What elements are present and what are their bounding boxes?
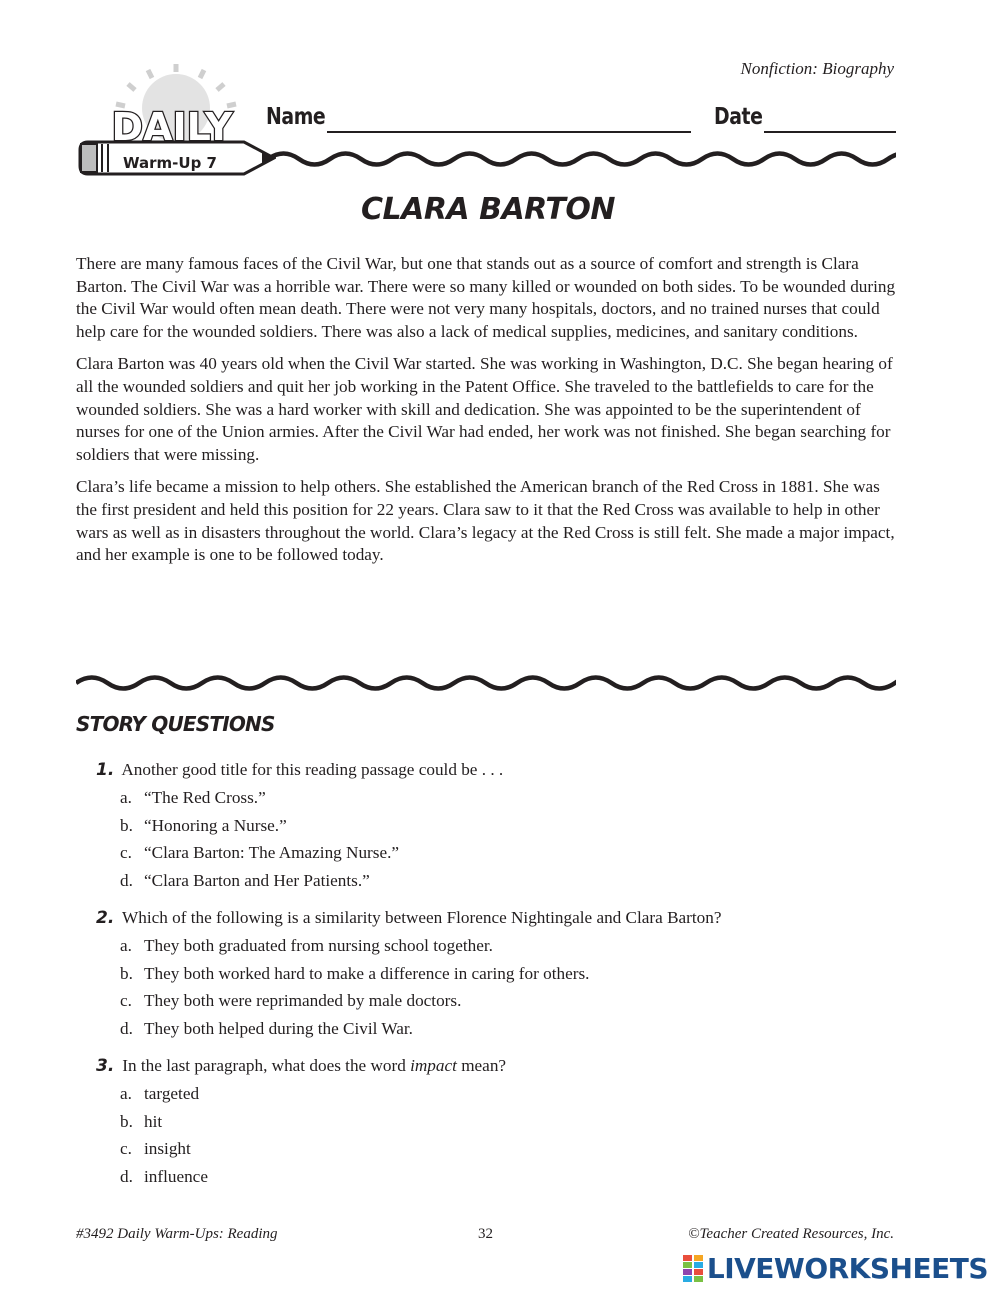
page-number: 32 bbox=[478, 1226, 493, 1242]
answer-option[interactable]: a. They both graduated from nursing school together. bbox=[120, 936, 493, 955]
liveworksheets-logo[interactable] bbox=[683, 1252, 988, 1285]
answer-option[interactable]: b. “Honoring a Nurse.” bbox=[120, 816, 287, 835]
question-stem: Another good title for this reading passage could be . . . bbox=[121, 760, 504, 779]
liveworksheets-icon bbox=[683, 1255, 703, 1283]
question-stem: In the last paragraph, what does the word impact mean? bbox=[122, 1056, 507, 1075]
question-2 bbox=[96, 908, 896, 1038]
logo-subtitle: Warm-Up 7 bbox=[123, 154, 217, 172]
daily-warmup-logo bbox=[76, 64, 276, 190]
passage-paragraph: There are many famous faces of the Civil War, but one that stands out as a source of comfort and strength is Clara Barton. The Civil War was a horrible war. There were so many killed or wounded on both sides. To be wounded during the Civil War would often mean death. There were not very many hospitals, doctors, and no trained nurses that could help care for the wounded soldiers. There was also a lack of medical supplies, medicines, and sanitary conditions. bbox=[76, 254, 896, 341]
question-number: 3. bbox=[96, 1056, 115, 1076]
logo-word: DAILY bbox=[111, 105, 233, 149]
footer-book-title: #3492 Daily Warm-Ups: Reading bbox=[76, 1226, 278, 1242]
wavy-divider-top bbox=[268, 146, 896, 172]
footer-copyright: ©Teacher Created Resources, Inc. bbox=[688, 1226, 894, 1242]
answer-option[interactable]: b. hit bbox=[120, 1112, 163, 1131]
question-3 bbox=[96, 1056, 896, 1186]
answer-option[interactable]: c. “Clara Barton: The Amazing Nurse.” bbox=[120, 843, 400, 862]
question-number: 2. bbox=[96, 908, 115, 928]
story-questions-heading: STORY QUESTIONS bbox=[76, 712, 275, 736]
question-number: 1. bbox=[96, 760, 115, 780]
answer-option[interactable]: d. influence bbox=[120, 1167, 208, 1186]
question-stem: Which of the following is a similarity between Florence Nightingale and Clara Barton? bbox=[122, 908, 722, 927]
answer-option[interactable]: a. “The Red Cross.” bbox=[120, 788, 266, 807]
reading-passage bbox=[76, 253, 898, 577]
passage-title: CLARA BARTON bbox=[360, 192, 616, 227]
wavy-divider-middle bbox=[76, 670, 896, 696]
name-label: Name bbox=[266, 104, 326, 130]
name-field[interactable] bbox=[327, 131, 691, 133]
answer-option[interactable]: b. They both worked hard to make a difference in caring for others. bbox=[120, 964, 590, 983]
passage-paragraph: Clara’s life became a mission to help others. She established the American branch of the Red Cross in 1881. She was the first president and held this position for 22 years. Clara saw to it that the Red Cross was available to help in other wars as well as in disasters throughout the world. Clara’s legacy at the Red Cross is still felt. She made a major impact, and her example is one to be followed today. bbox=[76, 477, 895, 565]
answer-option[interactable]: c. insight bbox=[120, 1139, 191, 1158]
date-field[interactable] bbox=[764, 131, 896, 133]
brand-text: LIVEWORKSHEETS bbox=[706, 1252, 988, 1285]
answer-option[interactable]: d. They both helped during the Civil War. bbox=[120, 1019, 413, 1038]
genre-label: Nonfiction: Biography bbox=[740, 59, 894, 78]
answer-option[interactable]: d. “Clara Barton and Her Patients.” bbox=[120, 871, 370, 890]
answer-option[interactable]: a. targeted bbox=[120, 1084, 200, 1103]
date-label: Date bbox=[714, 104, 763, 130]
passage-paragraph: Clara Barton was 40 years old when the Civil War started. She was working in Washington, D.C. She began hearing of all the wounded soldiers and quit her job working in the Patent Office. She traveled to the battlefields to care for the wounded soldiers. She was a hard worker with skill and dedication. She was appointed to be the superintendent of nurses for one of the Union armies. After the Civil War had ended, her work was not finished. She began searching for soldiers that were missing. bbox=[76, 354, 893, 464]
question-1 bbox=[96, 760, 896, 890]
answer-option[interactable]: c. They both were reprimanded by male doctors. bbox=[120, 991, 462, 1010]
